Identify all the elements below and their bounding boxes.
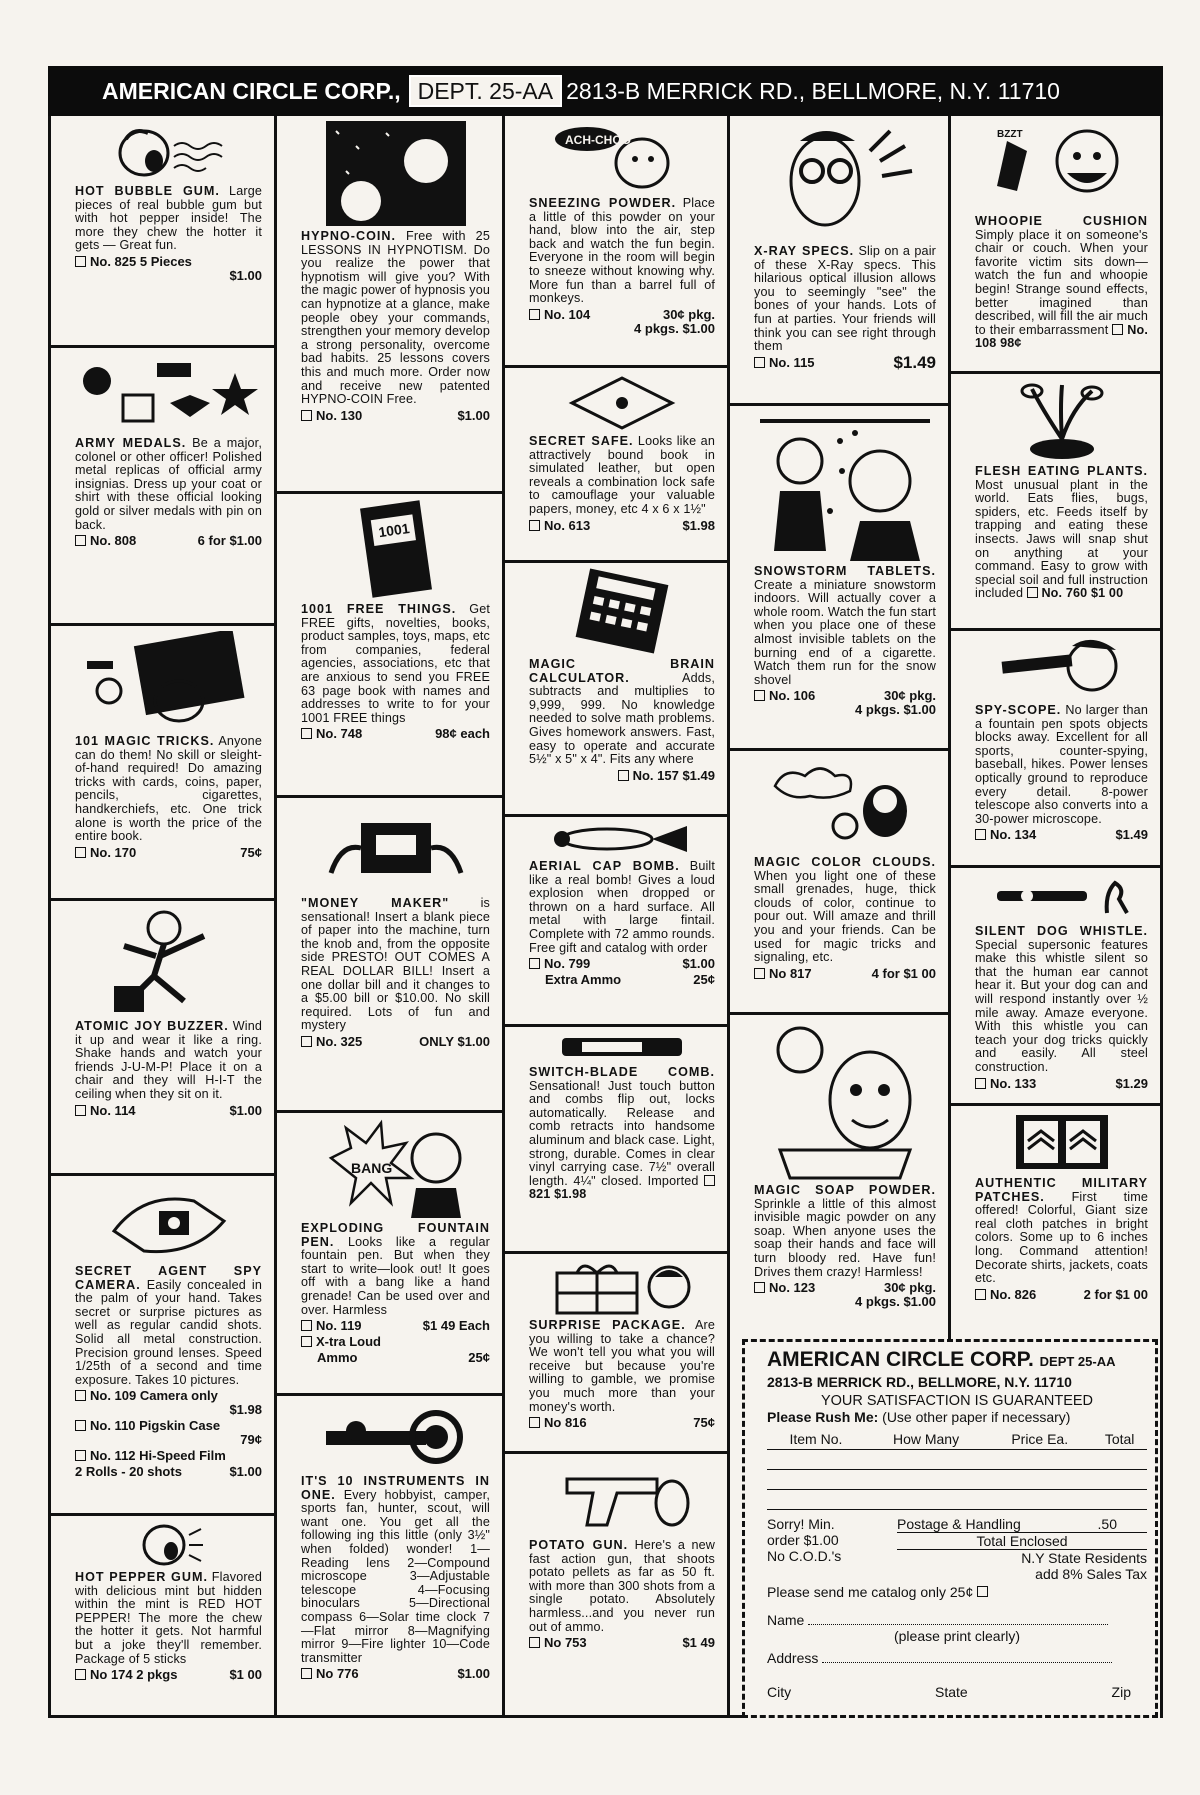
item-title: AERIAL CAP BOMB. — [529, 859, 680, 873]
svg-text:BZZT: BZZT — [996, 129, 1023, 140]
item-description: Every hobbyist, camper, sports fan, hunter, scout, will want one. You get all the following ing this little (only 3½" when folded) wonder! 1—Reading lens 2—Compound microscope 3—Adjustable telescope 4—Focusing binoculars 5—Directional compass 6—Solar time clock 7—Flat mirror 8—Magnifying mirror 9—Fire lighter 10—Code transmitter — [301, 1487, 490, 1665]
order-checkbox[interactable]: No. 114 — [75, 1104, 136, 1118]
item-10-instruments — [277, 1396, 502, 1718]
item-title: HOT BUBBLE GUM. — [75, 184, 220, 198]
item-xray-specs — [730, 116, 948, 406]
order-checkbox[interactable]: No. 325 — [301, 1035, 362, 1049]
item-secret-safe — [505, 368, 727, 563]
item-1001-free-things — [277, 494, 502, 798]
item-description: Place a little of this powder on your hand, blow into the air, step back and watch the fun begin. Everyone in the room will begin to sneeze without knowing why. More fun than a barrel full of monkeys. — [529, 196, 715, 306]
item-price: 79¢ — [240, 1432, 262, 1448]
postage-label: Postage & Handling — [897, 1516, 1021, 1532]
item-surprise-package — [505, 1254, 727, 1454]
item-whoopie-cushion — [951, 116, 1160, 374]
bang-man-illustration — [321, 1118, 471, 1218]
item-title: SURPRISE PACKAGE. — [529, 1318, 686, 1332]
city-label[interactable]: City — [767, 1684, 792, 1700]
dog-whistle-illustration — [987, 873, 1137, 921]
comb-illustration — [552, 1032, 692, 1062]
order-checkbox[interactable]: No. 613 — [529, 519, 590, 533]
order-row[interactable] — [767, 1490, 1147, 1510]
item-description: Sprinkle a little of this almost invisible magic powder on any soap. When anyone uses the soap their hands and face will turn bloody red. Have fun! Drives them crazy! Harmless! — [754, 1196, 936, 1279]
company-address: 2813-B MERRICK RD., BELLMORE, N.Y. 11710 — [566, 77, 1060, 104]
item-hypno-coin — [277, 116, 502, 494]
address-field[interactable] — [822, 1662, 1112, 1663]
col-total: Total — [1092, 1429, 1147, 1450]
item-description: Looks like an attractively bound book in simulated leather, but open reveals a combination lock safe to camouflage your valuable papers, money, etc 4 x 6 x 1½" — [529, 434, 715, 516]
item-description: Easily concealed in the palm of your hand. Takes secret or surprise pictures as well as regular candid shots. Solid all metal construction. Precision ground lenses. Speed 1/25th of a second and time exposure. Takes 10 pictures. — [75, 1277, 262, 1387]
item-description: Sensational! Just touch button and combs flip out, locks automatically. Release and comb retracts into handsome aluminum and black case. Light, strong, durable. Comes in clear vinyl carrying case. 7½" overall length. 4¼" closed. Imported — [529, 1078, 715, 1188]
item-magic-tricks — [51, 626, 274, 901]
item-price-bulk: 4 pkgs. $1.00 — [855, 702, 936, 718]
jumping-man-illustration — [94, 906, 244, 1016]
book-safe-illustration — [562, 373, 682, 431]
item-title: SWITCH-BLADE COMB. — [529, 1065, 715, 1079]
hand-camera-illustration — [104, 1181, 234, 1261]
name-field[interactable] — [808, 1624, 1108, 1625]
item-magic-color-clouds — [730, 751, 948, 1015]
item-money-maker — [277, 798, 502, 1113]
item-title: ARMY MEDALS. — [75, 436, 187, 450]
item-exploding-pen — [277, 1113, 502, 1396]
order-checkbox[interactable]: 821 $1.98 — [529, 1174, 715, 1202]
order-checkbox[interactable]: No 776 — [301, 1667, 359, 1681]
item-price: 2 for $1 00 — [1083, 1286, 1148, 1302]
item-title: SILENT DOG WHISTLE. — [975, 924, 1148, 938]
item-description: Slip on a pair of these X-Ray specs. This hilarious optical illusion allows you to seemingly "see" the bones of your hands. Lots of fun at parties. Your friends will think you can see right through them — [754, 244, 936, 354]
min-order-line: No C.O.D.'s — [767, 1548, 842, 1564]
order-checkbox[interactable]: No. 133 — [975, 1077, 1036, 1091]
company-name: AMERICAN CIRCLE CORP., — [102, 77, 401, 104]
name-label: Name — [767, 1612, 805, 1628]
column-1 — [48, 116, 274, 1718]
svg-text:BANG: BANG — [350, 1160, 392, 1176]
item-title: WHOOPIE CUSHION — [975, 214, 1148, 228]
item-price: 75¢ — [693, 1415, 715, 1431]
item-price: $1.49 — [1115, 827, 1148, 843]
item-spy-scope — [951, 631, 1160, 868]
sneezing-man-illustration — [547, 121, 697, 193]
item-description: Simply place it on someone's chair or couch. When your favorite victim sits down—watch the fun and whoopie begin! Strange sound effects, better imagined than described, will fill the air much to their embarrassment — [975, 227, 1148, 337]
col-how-many: How Many — [865, 1429, 987, 1450]
item-description: Wind it up and wear it like a ring. Shake hands and watch your friends J-U-M-P! Place it on a chair and they will H-I-T the ceiling when they sit on it. — [75, 1019, 262, 1101]
item-potato-gun — [505, 1454, 727, 1718]
plant-illustration — [1012, 379, 1112, 461]
item-description: Are you willing to take a chance? We won't tell you what you will receive but because you're willing to gamble, we promise you much more than your money's worth. — [529, 1318, 715, 1414]
order-checkbox[interactable]: No. 799 — [529, 957, 590, 971]
item-title: 1001 FREE THINGS. — [301, 602, 457, 616]
order-checkbox[interactable]: No 753 — [529, 1636, 587, 1650]
order-checkbox[interactable]: No. 104 — [529, 308, 590, 322]
order-table — [767, 1429, 1147, 1510]
order-checkbox[interactable]: No. 108 98¢ — [975, 322, 1148, 351]
multi-tool-illustration — [316, 1401, 476, 1471]
rush-label: Please Rush Me: — [767, 1409, 879, 1425]
item-price: $1.29 — [1115, 1075, 1148, 1091]
potato-gun-illustration — [547, 1459, 697, 1535]
item-description: Here's a new fast action gun, that shoots potato pellets as far as 50 ft. with more than 300 shots from a single potato. Absolutely harmless...and you never run out of ammo. — [529, 1538, 716, 1634]
bomb-illustration — [547, 822, 697, 856]
item-army-medals — [51, 348, 274, 626]
item-hot-bubble-gum — [51, 116, 274, 348]
order-note: 2 Rolls - 20 shots — [75, 1464, 182, 1480]
order-coupon — [742, 1339, 1158, 1718]
order-checkbox[interactable]: No 816 — [529, 1416, 587, 1430]
item-description: Anyone can do them! No skill or sleight-of-hand required! Do amazing tricks with cards, coins, paper, pencils, cigarettes, handkerchiefs, etc. One trick alone is worth the price of the entire book. — [75, 734, 262, 844]
item-price: $1.00 — [457, 1666, 490, 1682]
item-description: Special supersonic features make this whistle silent so that the human ear cannot hear it. But your dog can and will respond instantly over ½ mile away. Amaze everyone. With this whistle you can teach your dog tricks quickly and easily. All steel construction. — [975, 937, 1148, 1074]
item-military-patches — [951, 1106, 1160, 1332]
item-sneezing-powder — [505, 116, 727, 368]
item-price: 30¢ pkg. — [662, 306, 715, 322]
order-row[interactable] — [767, 1470, 1147, 1490]
item-magic-soap-powder — [730, 1015, 948, 1388]
item-title: SECRET AGENT SPY CAMERA. — [75, 1264, 262, 1292]
item-title: "MONEY MAKER" — [301, 896, 450, 910]
item-description: is sensational! Insert a blank piece of paper into the machine, turn the knob and, from the opposite side PRESTO! OUT COMES A REAL DOLLAR BILL! Insert a one dollar bill and it changes to a $5.00 bill or $10.00. No skill required. Lots of fun and mystery — [301, 896, 490, 1033]
item-title: SNEEZING POWDER. — [529, 196, 677, 210]
item-price: $1.00 — [229, 1102, 262, 1118]
item-hot-pepper-gum — [51, 1516, 274, 1718]
item-price: 75¢ — [240, 844, 262, 860]
hypnotist-illustration — [326, 121, 466, 226]
bottom-rule — [48, 1715, 742, 1718]
item-spy-camera — [51, 1176, 274, 1516]
order-row[interactable] — [767, 1450, 1147, 1470]
item-description: Get FREE gifts, novelties, books, product samples, toys, maps, etc from companies, federal agencies, associations, etc that are anxious to send you FREE 63 page book with names and addresses to write to for your 1001 FREE things — [301, 602, 490, 725]
order-checkbox[interactable]: No. 157 $1.49 — [618, 769, 715, 783]
magician-rabbit-illustration — [79, 631, 259, 731]
item-title: MAGIC COLOR CLOUDS. — [754, 855, 936, 869]
item-title: SPY-SCOPE. — [975, 703, 1062, 717]
order-checkbox[interactable]: No. 109 Camera only — [75, 1389, 218, 1403]
item-price: $1 00 — [229, 1667, 262, 1683]
item-description: Flavored with delicious mint but hidden within the mint is RED HOT PEPPER! The more the chew the hotter it gets. Not harmful but a joke they'll remember. Package of 5 sticks — [75, 1570, 262, 1666]
zip-label[interactable]: Zip — [1111, 1684, 1131, 1700]
order-checkbox[interactable]: No. 112 Hi-Speed Film — [75, 1449, 226, 1463]
item-price: 98¢ each — [435, 726, 490, 742]
order-checkbox[interactable]: No. 826 — [975, 1288, 1036, 1302]
item-price: $1.00 — [682, 956, 715, 972]
coupon-address: 2813-B MERRICK RD., BELLMORE, N.Y. 11710 — [767, 1374, 1072, 1390]
min-order-line: Sorry! Min. — [767, 1516, 835, 1532]
item-price: $1.98 — [682, 517, 715, 533]
item-price: $1.00 — [457, 407, 490, 423]
item-title: EXPLODING FOUNTAIN PEN. — [301, 1221, 490, 1249]
order-checkbox[interactable]: No 174 2 pkgs — [75, 1668, 177, 1682]
gift-box-illustration — [547, 1259, 697, 1315]
order-checkbox[interactable]: No. 115 — [754, 356, 815, 370]
coupon-company: AMERICAN CIRCLE CORP. — [767, 1348, 1034, 1371]
medals-illustration — [75, 353, 265, 433]
item-title: MAGIC SOAP POWDER. — [754, 1183, 936, 1197]
order-checkbox[interactable]: No. 825 5 Pieces — [75, 255, 192, 269]
catalog-checkbox[interactable] — [977, 1586, 988, 1597]
header-banner — [48, 66, 1163, 116]
color-clouds-illustration — [765, 756, 925, 852]
col-item-no: Item No. — [767, 1429, 865, 1450]
order-note: Extra Ammo — [545, 972, 622, 988]
order-checkbox[interactable]: X-tra Loud — [301, 1335, 381, 1349]
item-flesh-eating-plants — [951, 374, 1160, 631]
order-checkbox[interactable]: No. 119 — [301, 1319, 362, 1333]
screaming-boy-illustration — [104, 121, 234, 181]
address-label: Address — [767, 1650, 819, 1666]
order-checkbox[interactable]: No. 123 — [754, 1281, 815, 1295]
item-price-bulk: 4 pkgs. $1.00 — [634, 320, 715, 336]
item-title: FLESH EATING PLANTS. — [975, 464, 1148, 478]
item-price: 4 for $1 00 — [871, 965, 936, 981]
item-price: $1.00 — [229, 1464, 262, 1480]
item-price: 30¢ pkg. — [883, 1280, 936, 1296]
order-checkbox[interactable]: No. 134 — [975, 828, 1036, 842]
order-checkbox[interactable]: No. 808 — [75, 534, 136, 548]
calculator-illustration — [552, 568, 692, 654]
item-price: $1 49 — [682, 1635, 715, 1651]
item-aerial-cap-bomb — [505, 817, 727, 1027]
item-description: First time offered! Colorful, Giant size real cloth patches in bright colors. Some up to 6 inches long. Command attention! Decorate shirts, jackets, coats etc. — [975, 1189, 1148, 1286]
order-checkbox[interactable]: No. 110 Pigskin Case — [75, 1419, 220, 1433]
item-title: HYPNO-COIN. — [301, 229, 396, 243]
tax-note: add 8% Sales Tax — [1035, 1566, 1147, 1582]
snowstorm-illustration — [760, 411, 930, 561]
item-description: Most unusual plant in the world. Eats flies, bugs, spiders, etc. Feeds itself by trapping and eating these insects. Jaws will snap shut on anything at your command. Easy to grow with special soil and full instruction included — [975, 477, 1148, 601]
item-snowstorm-tablets — [730, 406, 948, 751]
coupon-dept: DEPT 25-AA — [1039, 1354, 1116, 1369]
item-description: Large pieces of real bubble gum but with hot pepper inside! The more they chew the hotter it gets — Great fun. — [75, 184, 263, 253]
whoopie-cushion-illustration — [987, 121, 1137, 211]
item-title: 101 MAGIC TRICKS. — [75, 734, 215, 748]
svg-text:1001: 1001 — [376, 520, 410, 541]
order-checkbox[interactable]: No. 130 — [301, 409, 362, 423]
order-note: Ammo — [317, 1350, 358, 1366]
order-checkbox[interactable]: No. 106 — [754, 689, 815, 703]
item-magic-calculator — [505, 563, 727, 817]
item-joy-buzzer — [51, 901, 274, 1176]
item-price: $1.00 — [229, 267, 262, 283]
ad-page — [48, 66, 1163, 1718]
total-enclosed-field[interactable]: Total Enclosed — [897, 1533, 1147, 1550]
soap-powder-illustration — [760, 1020, 930, 1180]
item-title: MAGIC BRAIN CALCULATOR. — [529, 657, 715, 685]
screaming-face-illustration — [129, 1521, 209, 1567]
xray-specs-illustration — [770, 121, 920, 241]
item-title: HOT PEPPER GUM. — [75, 1570, 208, 1584]
order-checkbox[interactable]: No. 748 — [301, 727, 362, 741]
money-machine-illustration — [321, 803, 471, 893]
column-2 — [274, 116, 502, 1718]
item-price: ONLY $1.00 — [419, 1033, 490, 1049]
item-description: Looks like a regular fountain pen. But when they start to write—look out! It goes off with a bang like a hand grenade! Can be used over and over. Harmless — [301, 1234, 490, 1317]
guarantee-text: YOUR SATISFACTION IS GUARANTEED — [820, 1393, 1094, 1409]
item-description: Built like a real bomb! Gives a loud explosion when dropped or thrown on a hard surface. All metal with large fintail. Complete with 72 ammo rounds. Free gift and catalog with order — [529, 859, 716, 955]
item-description: Create a miniature snowstorm indoors. Will actually cover a whole room. Watch the fun start when you place one of these almost invisible tablets on the burning end of a cigarette. Watch them run for the snow shovel — [754, 577, 936, 687]
item-price: 30¢ pkg. — [883, 688, 936, 704]
item-description: No larger than a fountain pen spots objects blocks away. Excellent for all sports, counter-spying, baseball, hikes. Power lenses optically ground to reproduce every detail. 8-power telescope also converts into a 30-power microscope. — [975, 703, 1148, 826]
item-title: AUTHENTIC MILITARY PATCHES. — [975, 1176, 1148, 1204]
item-price: $1.49 — [893, 352, 936, 372]
patches-illustration — [1012, 1111, 1112, 1173]
item-description: Free with 25 LESSONS IN HYPNOTISM. Do you realize the power that hypnotism will give you? With the magic power of hypnosis you can hypnotize at a glance, make people obey your commands, strengthen your memory develop a strong personality, overcome bad habits. 25 lessons covers this and much more. Order now and receive new patented HYPNO-COIN Free. — [301, 229, 490, 407]
order-checkbox[interactable]: No. 170 — [75, 846, 136, 860]
item-description: When you light one of these small grenades, huge, thick clouds of color, continue to pour out. Will amaze and thrill you and your friends. Can be used for magic tricks and signaling, etc. — [754, 868, 936, 965]
item-price: $1.98 — [229, 1402, 262, 1418]
rush-note: (Use other paper if necessary) — [882, 1409, 1071, 1425]
item-price: 6 for $1.00 — [197, 533, 262, 549]
print-note: (please print clearly) — [893, 1628, 1021, 1644]
item-price: 25¢ — [693, 972, 715, 988]
item-silent-dog-whistle — [951, 868, 1160, 1106]
item-title: SECRET SAFE. — [529, 434, 634, 448]
item-description: Be a major, colonel or other officer! Polished metal replicas of official army insignias. Dress up your coat or shirt with these official looking gold or silver medals with pin on back. — [75, 436, 262, 532]
svg-text:ACH-CHOO: ACH-CHOO — [565, 133, 631, 147]
column-3 — [502, 116, 727, 1718]
spy-scope-illustration — [992, 636, 1132, 700]
catalog-request: Please send me catalog only 25¢ — [767, 1584, 974, 1600]
state-label[interactable]: State — [934, 1684, 968, 1700]
order-checkbox[interactable]: No. 760 $1 00 — [1027, 586, 1123, 600]
item-price: $1 49 Each — [422, 1318, 490, 1334]
tax-note: N.Y State Residents — [1021, 1550, 1147, 1566]
dept-code: DEPT. 25-AA — [409, 75, 563, 107]
item-price-bulk: 4 pkgs. $1.00 — [855, 1294, 936, 1310]
item-title: X-RAY SPECS. — [754, 244, 855, 258]
item-price: 25¢ — [468, 1350, 490, 1366]
col-price-each: Price Ea. — [987, 1429, 1092, 1450]
item-switch-blade-comb — [505, 1027, 727, 1254]
item-title: IT'S 10 INSTRUMENTS IN ONE. — [301, 1474, 490, 1502]
item-description: Adds, subtracts and multiplies to 9,999, 999. No knowledge needed to solve math problems. Gives homework answers. Fast, easy to operate and accurate 5½" x 5" x 4". Fits any where — [529, 670, 715, 767]
postage-value: .50 — [1097, 1516, 1117, 1532]
min-order-line: order $1.00 — [767, 1532, 839, 1548]
item-title: SNOWSTORM TABLETS. — [754, 564, 936, 578]
item-title: ATOMIC JOY BUZZER. — [75, 1019, 229, 1033]
order-checkbox[interactable]: No 817 — [754, 967, 812, 981]
book-illustration — [351, 499, 441, 599]
item-title: POTATO GUN. — [529, 1538, 629, 1552]
